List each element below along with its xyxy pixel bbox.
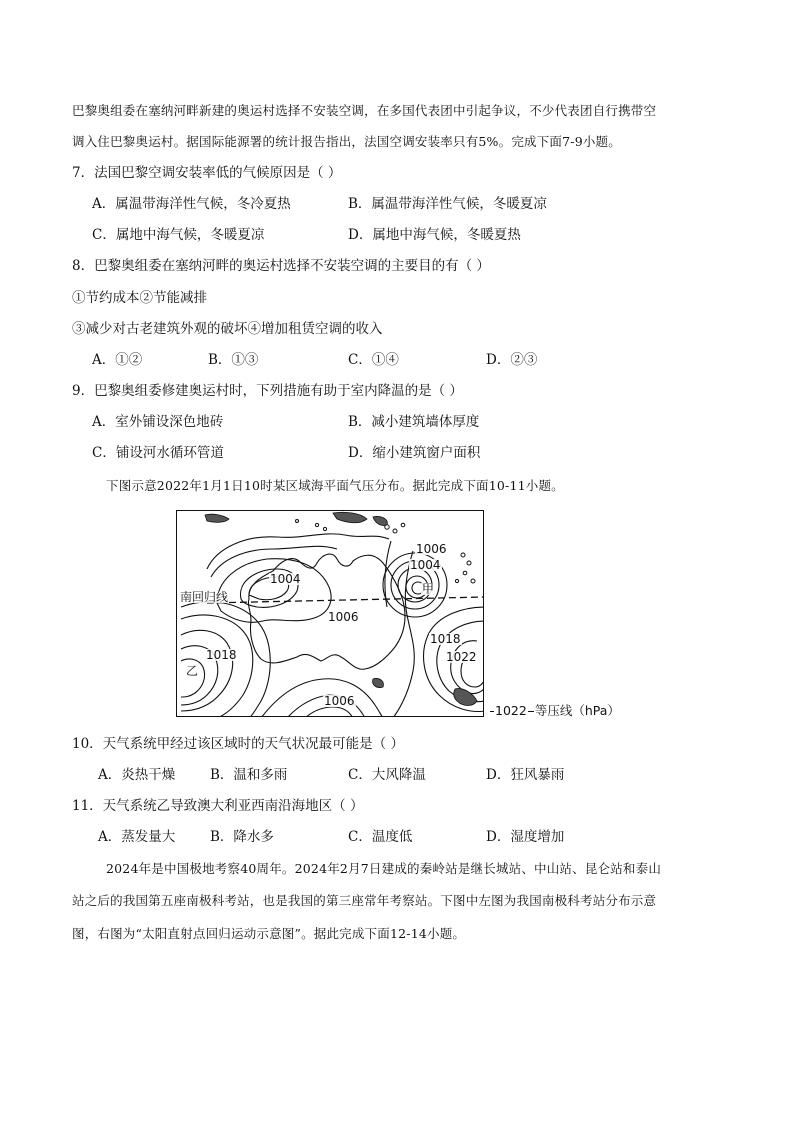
question-10-stem: 10．天气系统甲经过该区域时的天气状况最可能是（ ） bbox=[72, 736, 404, 752]
question-10-option-d: D．狂风暴雨 bbox=[486, 767, 565, 783]
legend-label: 等压线（hPa） bbox=[534, 703, 620, 718]
intro-paragraph-2: 下图示意2022年1月1日10时某区域海平面气压分布。据此完成下面10-11小题。 bbox=[106, 478, 564, 493]
question-9-option-a: A．室外铺设深色地砖 bbox=[92, 414, 224, 430]
question-9-stem: 9．巴黎奥组委修建奥运村时，下列措施有助于室内降温的是（ ） bbox=[72, 383, 463, 399]
intro-paragraph-3-line-3: 图，右图为“太阳直射点回归运动示意图”。据此完成下面12-14小题。 bbox=[72, 926, 466, 941]
map-label-1006-northeast: 1006 bbox=[416, 542, 447, 556]
map-label-1018-west: 1018 bbox=[206, 648, 237, 662]
question-9-option-d: D．缩小建筑窗户面积 bbox=[348, 445, 481, 461]
question-10-option-a: A．炎热干燥 bbox=[98, 767, 176, 783]
question-9-option-c: C．铺设河水循环管道 bbox=[92, 445, 224, 461]
legend-line-marker-right bbox=[528, 711, 534, 713]
question-11-option-b: B．降水多 bbox=[210, 829, 274, 845]
intro-paragraph-line-1: 巴黎奥组委在塞纳河畔新建的奥运村选择不安装空调，在多国代表团中引起争议，不少代表团自行携带空 bbox=[72, 103, 657, 118]
legend-line-marker bbox=[490, 711, 494, 713]
question-8-option-b: B．①③ bbox=[208, 352, 259, 368]
legend-value: 1022 bbox=[495, 703, 527, 718]
question-8-option-c: C．①④ bbox=[348, 352, 399, 368]
question-11-stem: 11．天气系统乙导致澳大利亚西南沿海地区（ ） bbox=[72, 798, 364, 814]
map-label-1006-center: 1006 bbox=[328, 610, 359, 624]
question-11-option-a: A．蒸发量大 bbox=[98, 829, 176, 845]
question-9-option-b: B．减小建筑墙体厚度 bbox=[348, 414, 480, 430]
question-8-option-d: D．②③ bbox=[486, 352, 538, 368]
intro-paragraph-3-line-2: 站之后的我国第五座南极科考站，也是我国的第三座常年考察站。下图中左图为我国南极科考站分布示意 bbox=[72, 893, 657, 908]
question-11-option-c: C．温度低 bbox=[348, 829, 413, 845]
map-legend bbox=[490, 701, 620, 719]
question-7-option-d: D．属地中海气候，冬暖夏热 bbox=[348, 227, 521, 243]
question-8-statement-1: ①节约成本②节能减排 bbox=[72, 290, 207, 306]
question-7-option-b: B．属温带海洋性气候，冬暖夏凉 bbox=[348, 196, 547, 212]
map-label-1018-east: 1018 bbox=[430, 632, 461, 646]
intro-paragraph-line-2: 调入住巴黎奥运村。据国际能源署的统计报告指出，法国空调安装率只有5%。完成下面7-9小题。 bbox=[72, 134, 621, 149]
question-7-option-c: C．属地中海气候，冬暖夏凉 bbox=[92, 227, 265, 243]
map-label-1006-south: 1006 bbox=[324, 694, 355, 708]
isobar-map bbox=[176, 510, 484, 717]
question-7-stem: 7．法国巴黎空调安装率低的气候原因是（ ） bbox=[72, 165, 342, 181]
question-8-stem: 8．巴黎奥组委在塞纳河畔的奥运村选择不安装空调的主要目的有（ ） bbox=[72, 258, 490, 274]
question-11-option-d: D．湿度增加 bbox=[486, 829, 565, 845]
question-10-option-c: C．大风降温 bbox=[348, 767, 426, 783]
map-label-1004-northeast: 1004 bbox=[410, 558, 441, 572]
map-label-1004-west: 1004 bbox=[270, 572, 301, 586]
question-8-statement-2: ③减少对古老建筑外观的破坏④增加租赁空调的收入 bbox=[72, 321, 383, 337]
map-label-1022: 1022 bbox=[446, 650, 477, 664]
question-8-option-a: A．①② bbox=[92, 352, 143, 368]
question-10-option-b: B．温和多雨 bbox=[210, 767, 288, 783]
map-label-jia: 甲 bbox=[422, 582, 435, 596]
question-7-option-a: A．属温带海洋性气候，冬冷夏热 bbox=[92, 196, 291, 212]
map-label-tropic: 南回归线 bbox=[180, 590, 229, 604]
map-label-yi: 乙 bbox=[186, 664, 199, 678]
intro-paragraph-3-line-1: 2024年是中国极地考察40周年。2024年2月7日建成的秦岭站是继长城站、中山站、昆仑站和泰山 bbox=[106, 861, 662, 876]
